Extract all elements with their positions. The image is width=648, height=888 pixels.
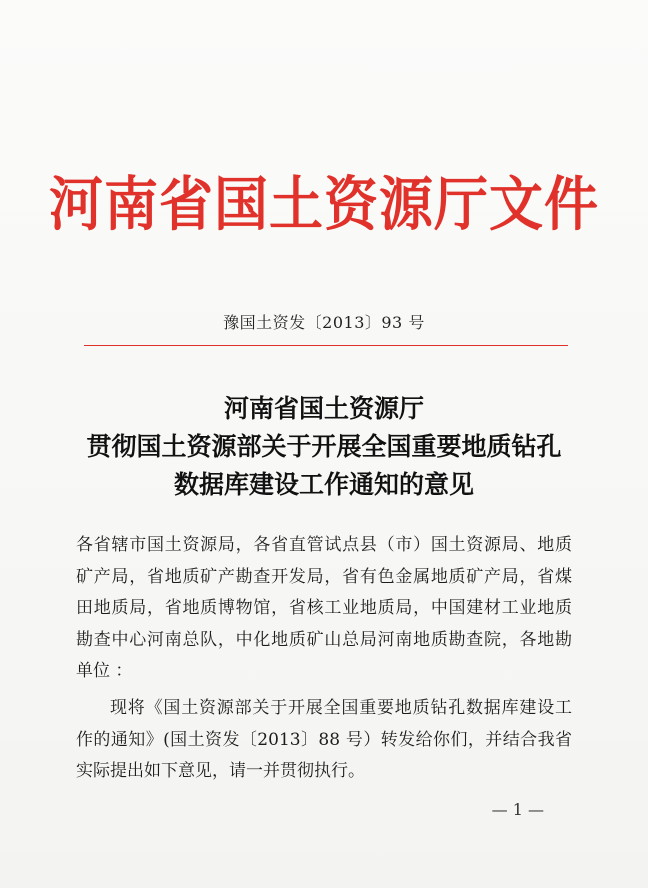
addressee-block	[76, 530, 572, 688]
document-title-line: 河南省国土资源厅	[223, 394, 424, 423]
paragraph-line: 作的通知》(国土资发〔2013〕88 号）转发给你们，并结合我省	[76, 729, 572, 750]
paragraph-line: 实际提出如下意见，请一并贯彻执行。	[76, 761, 365, 781]
addressee-line: 各省辖市国土资源局，各省直管试点县（市）国土资源局、地质	[76, 535, 572, 555]
red-separator-line	[84, 345, 568, 346]
paragraph-line: 现将《国土资源部关于开展全国重要地质钻孔数据库建设工	[110, 698, 572, 718]
body-paragraph	[76, 693, 572, 788]
document-number: 豫国土资发〔2013〕93 号	[223, 313, 425, 332]
document-title-line: 贯彻国土资源部关于开展全国重要地质钻孔	[86, 432, 562, 461]
page-number: — 1 —	[491, 800, 544, 819]
document-header-title: 河南省国土资源厅文件	[49, 170, 599, 239]
addressee-line: 单位 ：	[76, 661, 133, 681]
document-title-line: 数据库建设工作通知的意见	[173, 470, 474, 499]
document-title	[0, 390, 648, 504]
addressee-line: 矿产局，省地质矿产勘查开发局，省有色金属地质矿产局，省煤	[76, 566, 572, 587]
addressee-line: 田地质局，省地质博物馆，省核工业地质局，中国建材工业地质	[76, 598, 572, 618]
addressee-line: 勘查中心河南总队，中化地质矿山总局河南地质勘查院，各地勘	[76, 629, 572, 650]
